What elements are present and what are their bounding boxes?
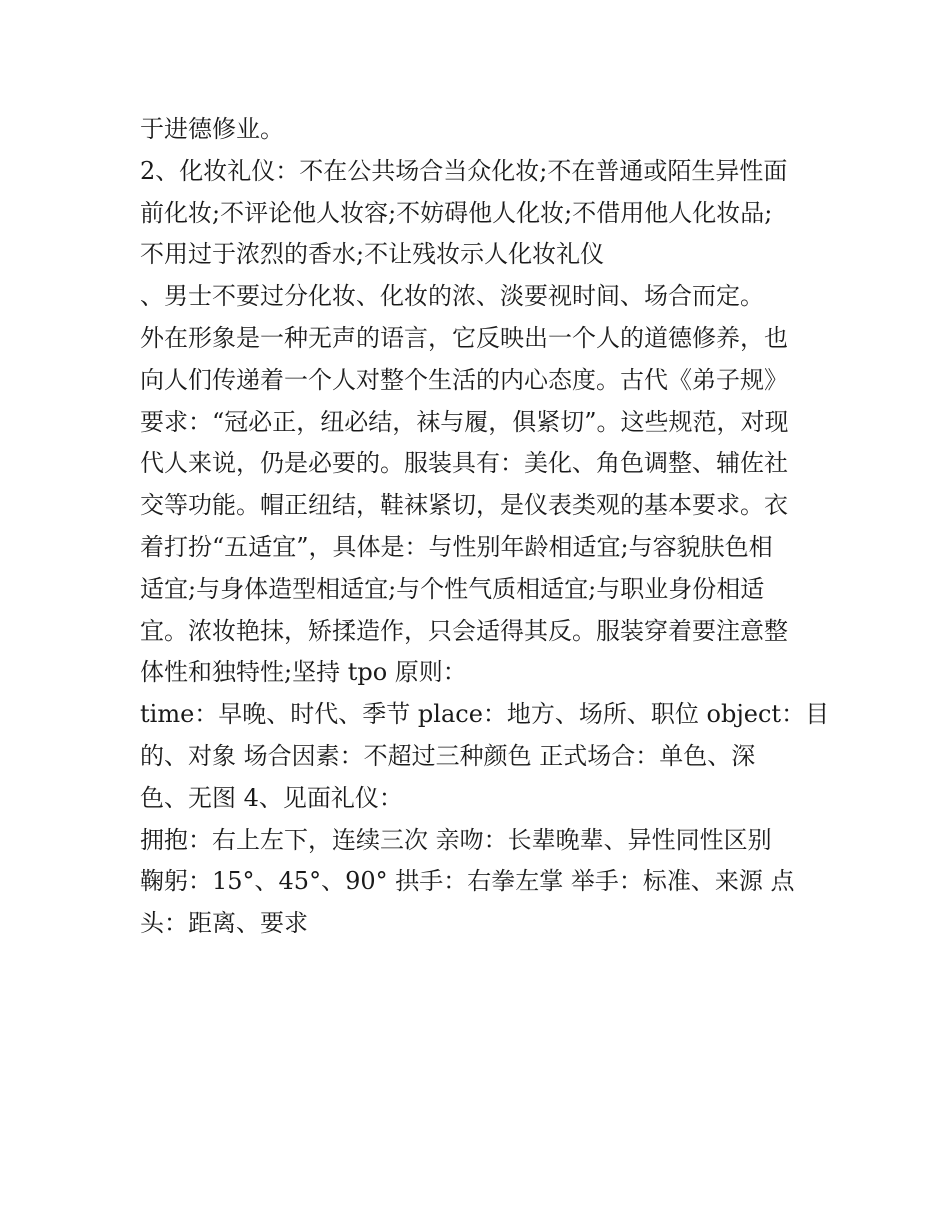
text-line: 的、对象 场合因素：不超过三种颜色 正式场合：单色、深 xyxy=(140,741,756,770)
text-line: 色、无图 4、见面礼仪： xyxy=(140,783,403,812)
text-line: 向人们传递着一个人对整个生活的内心态度。古代《弟子规》 xyxy=(140,365,788,394)
text-line: 2、化妆礼仪：不在公共场合当众化妆;不在普通或陌生异性面 xyxy=(140,156,788,185)
text-line: 头：距离、要求 xyxy=(140,909,308,938)
text-line: 要求：“冠必正，纽必结，袜与履，俱紧切”。这些规范，对现 xyxy=(140,407,789,436)
text-line: 交等功能。帽正纽结，鞋袜紧切，是仪表类观的基本要求。衣 xyxy=(140,491,788,520)
text-line: 不用过于浓烈的香水;不让残妆示人化妆礼仪 xyxy=(140,240,605,269)
text-line: 鞠躬：15°、45°、90° 拱手：右拳左掌 举手：标准、来源 点 xyxy=(140,867,795,896)
text-line: 体性和独特性;坚持 tpo 原则： xyxy=(140,658,467,687)
text-line: 于进德修业。 xyxy=(140,115,284,143)
text-line: 、男士不要过分化妆、化妆的浓、淡要视时间、场合而定。 xyxy=(140,282,764,311)
text-line: 前化妆;不评论他人妆容;不妨碍他人化妆;不借用他人化妆品; xyxy=(140,198,773,227)
text-line: 宜。浓妆艳抹，矫揉造作，只会适得其反。服装穿着要注意整 xyxy=(140,616,788,645)
text-line: 拥抱：右上左下，连续三次 亲吻：长辈晚辈、异性同性区别 xyxy=(140,825,772,854)
text-line: 外在形象是一种无声的语言，它反映出一个人的道德修养，也 xyxy=(140,323,788,352)
text-line: 适宜;与身体造型相适宜;与个性气质相适宜;与职业身份相适 xyxy=(140,574,765,603)
text-line: 代人来说，仍是必要的。服装具有：美化、角色调整、辅佐社 xyxy=(140,449,788,478)
text-line: 着打扮“五适宜”，具体是：与性别年龄相适宜;与容貌肤色相 xyxy=(140,532,773,561)
document-body xyxy=(140,109,830,945)
text-line: time：早晚、时代、季节 place：地方、场所、职位 object：目 xyxy=(140,700,830,729)
